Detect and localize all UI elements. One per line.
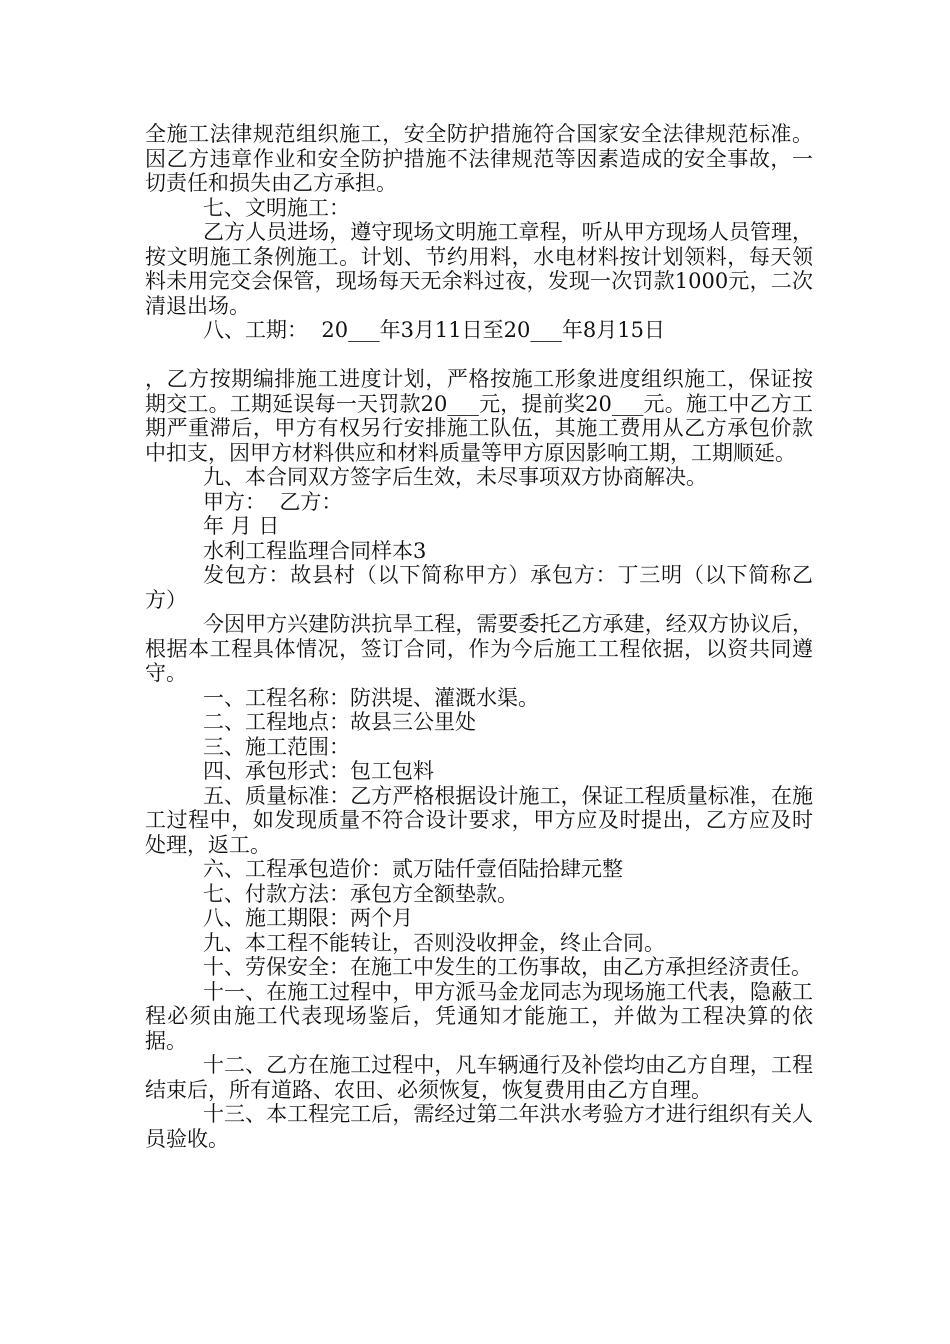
- clause: 五、质量标准：乙方严格根据设计施工，保证工程质量标准，在施工过程中，如发现质量不符合设计要求，甲方应及时提出，乙方应及时处理，返工。: [145, 783, 813, 857]
- clause: 十一、在施工过程中，甲方派马金龙同志为现场施工代表，隐蔽工程必须由施工代表现场鉴后，凭通知才能施工，并做为工程决算的依据。: [145, 979, 813, 1053]
- paragraph: 今因甲方兴建防洪抗旱工程，需要委托乙方承建，经双方协议后，根据本工程具体情况，签订合同，作为今后施工工程依据，以资共同遵守。: [145, 612, 813, 685]
- clause: 二、工程地点：故县三公里处: [203, 710, 476, 734]
- clause: 九、本工程不能转让，否则没收押金，终止合同。: [203, 930, 665, 955]
- parties-line: 发包方：故县村（以下简称甲方）承包方：丁三明（以下简称乙方）: [145, 563, 813, 612]
- paragraph: 乙方人员进场，遵守现场文明施工章程，听从甲方现场人员管理，按文明施工条例施工。计划、节约用料，水电材料按计划领料，每天领料未用完交会保管，现场每天无余料过夜，发现一次罚款1000元，二次清退出场。: [145, 220, 813, 318]
- clause: 四、承包形式：包工包料: [203, 759, 434, 783]
- section-heading: 七、文明施工：: [203, 195, 350, 220]
- clause: 十三、本工程完工后，需经过第二年洪水考验方才进行组织有关人员验收。: [145, 1102, 813, 1151]
- paragraph: ，乙方按期编排施工进度计划，严格按施工形象进度组织施工，保证按期交工。工期延误每一天罚款20___元，提前奖20___元。施工中乙方工期严重滞后，甲方有权另行安排施工队伍，其施工费用从乙方承包价款中扣支，因甲方材料供应和材料质量等甲方原因影响工期，工期顺延。: [145, 367, 813, 465]
- document-title: 水利工程监理合同样本3: [203, 538, 427, 563]
- clause: 一、工程名称：防洪堤、灌溉水渠。: [203, 685, 539, 710]
- clause: 六、工程承包造价：贰万陆仟壹佰陆拾肆元整: [203, 857, 623, 881]
- clause: 十二、乙方在施工过程中，凡车辆通行及补偿均由乙方自理，工程结束后，所有道路、农田、必须恢复，恢复费用由乙方自理。: [145, 1053, 813, 1102]
- document-body: [145, 122, 813, 1151]
- section-heading: 八、工期： 20___年3月11日至20___年8月15日: [203, 318, 665, 342]
- clause: 八、施工期限：两个月: [203, 906, 413, 930]
- date-line: 年 月 日: [203, 514, 280, 538]
- paragraph: 九、本合同双方签字后生效，未尽事项双方协商解决。: [203, 465, 707, 489]
- clause: 十、劳保安全：在施工中发生的工伤事故，由乙方承担经济责任。: [203, 955, 812, 979]
- blank-line: [145, 343, 813, 368]
- clause: 三、施工范围：: [203, 734, 350, 759]
- clause: 七、付款方法：承包方全额垫款。: [203, 881, 518, 906]
- paragraph: 全施工法律规范组织施工，安全防护措施符合国家安全法律规范标准。因乙方违章作业和安全防护措施不法律规范等因素造成的安全事故，一切责任和损失由乙方承担。: [145, 122, 813, 195]
- signature-line: 甲方： 乙方：: [203, 489, 343, 514]
